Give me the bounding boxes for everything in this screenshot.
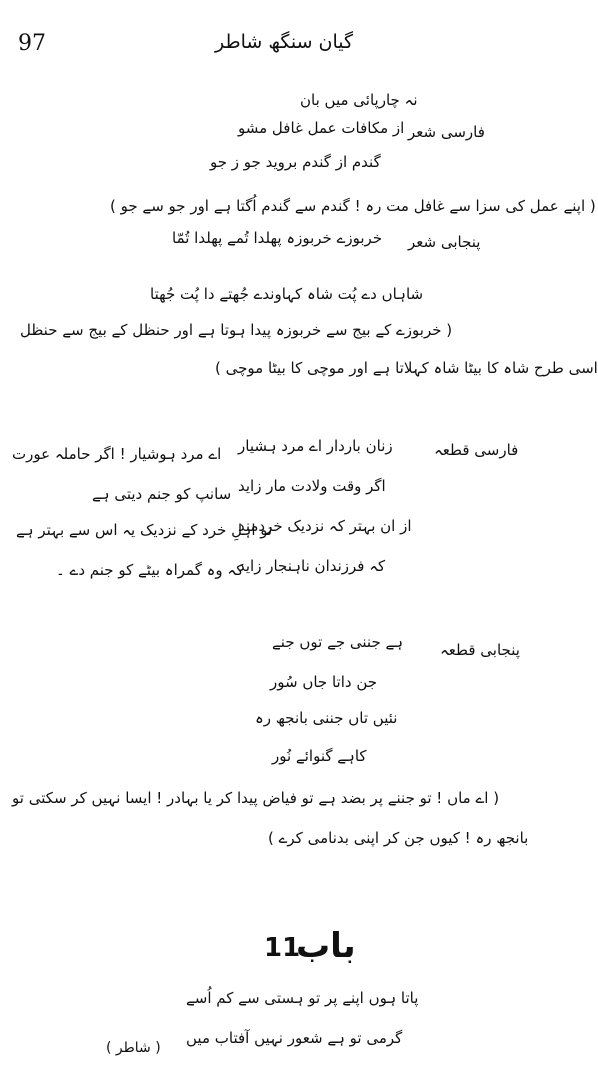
persian-qata-translation-4: کہ وہ گمراہ بیٹے کو جنم دے ۔ [56,561,244,579]
intro-line: نہ چارپائی میں بان [300,91,418,109]
page-number: 97 [18,31,46,56]
chapter-number: 11 [264,933,301,963]
running-title: گیان سنگھ شاطر [215,31,354,53]
punjabi-sher-line-2: شاہاں دے پُت شاہ کہاوندے جُھتے دا پُت جُھتا [150,285,424,303]
closing-sher-line-2: گرمی تو ہے شعور نہیں آفتاب میں [186,1029,403,1047]
punjabi-qata-translation-line-2: بانجھ رہ ! کیوں جن کر اپنی بدنامی کرے ) [268,829,529,847]
persian-qata-translation-3: تو اہلِ خرد کے نزدیک یہ اس سے بہتر ہے [16,521,273,539]
persian-sher-translation: ( اپنے عمل کی سزا سے غافل مت رہ ! گندم سے گندم اُگتا ہے اور جو سے جو ) [110,197,596,215]
punjabi-sher-translation-line-1: ( خربوزے کے بیج سے خربوزہ پیدا ہوتا ہے اور حنظل کے بیج سے حنظل [20,321,453,339]
persian-qata-translation-2: سانپ کو جنم دیتی ہے [92,485,232,503]
persian-sher-line-2: گندم از گندم بروید جو ز جو [210,153,381,171]
persian-qata-line-2: اگر وقت ولادت مار زاید [238,477,386,495]
punjabi-qata-line-3: نئیں تاں جننی بانجھ رہ [255,709,398,727]
persian-qata-label: فارسی قطعہ [434,441,519,459]
punjabi-qata-line-2: جن داتا جاں سُور [270,673,378,691]
persian-sher-line-1: از مکافات عمل غافل مشو [238,119,405,137]
punjabi-sher-translation-line-2: اسی طرح شاہ کا بیٹا شاہ کہلاتا ہے اور موچی کا بیٹا موچی ) [215,359,598,377]
persian-sher-label: فارسی شعر [408,123,485,141]
signature: ( شاطر ) [106,1040,161,1056]
punjabi-sher-label: پنجابی شعر [408,233,481,251]
punjabi-qata-label: پنجابی قطعہ [440,641,520,659]
persian-qata-line-3: از ان بہتر کہ نزدیک خردمند [238,517,412,535]
closing-sher-line-1: پاتا ہوں اپنے پر تو ہستی سے کم اُسے [186,989,419,1007]
punjabi-qata-line-4: کاہے گنوائے نُور [272,747,367,765]
punjabi-sher-line-1: خربوزے خربوزہ پھلدا تُمے پھلدا تُمّا [172,229,383,247]
persian-qata-translation-1: اے مرد ہوشیار ! اگر حاملہ عورت [12,445,222,463]
chapter-title: باب [296,926,356,966]
persian-qata-line-4: کہ فرزندان ناہنجار زاید [238,557,386,575]
punjabi-qata-line-1: ہے جننی جے توں جنے [272,633,404,651]
persian-qata-line-1: زنان باردار اے مرد ہشیار [238,437,393,455]
punjabi-qata-translation-line-1: ( اے ماں ! تو جننے پر بضد ہے تو فیاض پیدا کر یا بہادر ! ایسا نہیں کر سکتی تو [12,789,500,807]
